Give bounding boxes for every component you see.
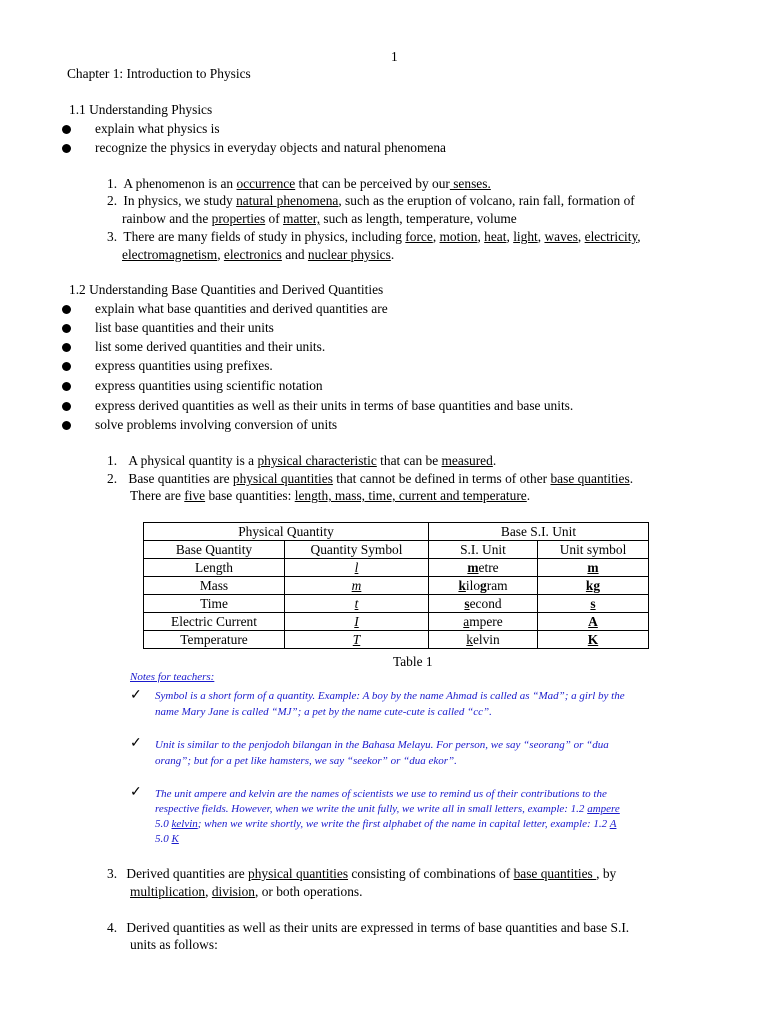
numbered-item-4-line2: units as follows: xyxy=(130,937,218,952)
table-subheader-row: Base Quantity Quantity Symbol S.I. Unit Unit symbol xyxy=(144,541,649,559)
checkmark-icon: ✓ xyxy=(130,785,142,800)
table-row: Electric Current I ampere A xyxy=(144,613,649,631)
page-number: 1 xyxy=(391,49,398,64)
table-row: Mass m kilogram kg xyxy=(144,577,649,595)
base-quantities-table xyxy=(143,522,649,649)
numbered-item-2: 2. Base quantities are physical quantities that cannot be defined in terms of other base quantities. xyxy=(107,471,634,486)
bullet-icon xyxy=(62,324,71,333)
bullet-icon xyxy=(62,421,71,430)
numbered-item-1: 1. A physical quantity is a physical characteristic that can be measured. xyxy=(107,453,497,468)
table-header-row xyxy=(144,523,649,541)
header-physical-quantity: Physical Quantity xyxy=(144,523,429,541)
notes-title: Notes for teachers: xyxy=(130,671,215,683)
numbered-item-2: 2. In physics, we study natural phenomena, such as the eruption of volcano, rain fall, formation of xyxy=(107,193,635,208)
numbered-item-3-line2: electromagnetism, electronics and nuclear physics. xyxy=(122,247,395,262)
note-3-line2: respective fields. However, when we write the unit fully, we write all in small letters, example: 1.2 ampere xyxy=(155,803,620,815)
numbered-item-1: 1. A phenomenon is an occurrence that can be perceived by our senses. xyxy=(107,176,491,191)
bullet-icon xyxy=(62,382,71,391)
bullet-icon xyxy=(62,125,71,134)
bullet-icon xyxy=(62,402,71,411)
note-2: Unit is similar to the penjodoh bilangan in the Bahasa Melayu. For person, we say “seorang” or “dua xyxy=(155,739,609,751)
note-2-line2: orang”; but for a pet like hamsters, we say “seekor” or “dua ekor”. xyxy=(155,755,457,767)
table-row: Length l metre m xyxy=(144,559,649,577)
section-heading-1-2: 1.2 Understanding Base Quantities and Derived Quantities xyxy=(69,282,384,297)
checkmark-icon: ✓ xyxy=(130,736,142,751)
note-1: Symbol is a short form of a quantity. Example: A boy by the name Ahmad is called as “Mad”; a girl by the xyxy=(155,690,625,702)
note-3-line4: 5.0 K xyxy=(155,833,179,845)
checkmark-icon: ✓ xyxy=(130,688,142,703)
numbered-item-3: 3. There are many fields of study in physics, including force, motion, heat, light, waves, electricity, xyxy=(107,229,641,244)
table-row: Time t second s xyxy=(144,595,649,613)
numbered-item-4: 4. Derived quantities as well as their units are expressed in terms of base quantities and base S.I. xyxy=(107,920,630,935)
note-1-line2: name Mary Jane is called “MJ”; a pet by the name cute-cute is called “cc”. xyxy=(155,706,492,718)
link-occurrence: occurrence xyxy=(236,176,296,191)
bullet-icon xyxy=(62,343,71,352)
header-base-si-unit: Base S.I. Unit xyxy=(429,523,649,541)
bullet-icon xyxy=(62,362,71,371)
numbered-item-2-line2: rainbow and the properties of matter, such as length, temperature, volume xyxy=(122,211,517,226)
section-heading-1-1: 1.1 Understanding Physics xyxy=(69,102,213,117)
table-row: Temperature T kelvin K xyxy=(144,631,649,649)
numbered-item-2-line2: There are five base quantities: length, mass, time, current and temperature. xyxy=(130,488,531,503)
numbered-item-3: 3. Derived quantities are physical quantities consisting of combinations of base quantities , by xyxy=(107,866,617,881)
bullet-icon xyxy=(62,144,71,153)
numbered-item-3-line2: multiplication, division, or both operations. xyxy=(130,884,363,899)
table-caption: Table 1 xyxy=(393,654,433,669)
bullet-icon xyxy=(62,305,71,314)
note-3: The unit ampere and kelvin are the names of scientists we use to remind us of their contributions to the xyxy=(155,788,607,800)
note-3-line3: 5.0 kelvin; when we write shortly, we write the first alphabet of the name in capital letter, example: 1.2 A xyxy=(155,818,617,830)
chapter-title: Chapter 1: Introduction to Physics xyxy=(67,66,251,81)
